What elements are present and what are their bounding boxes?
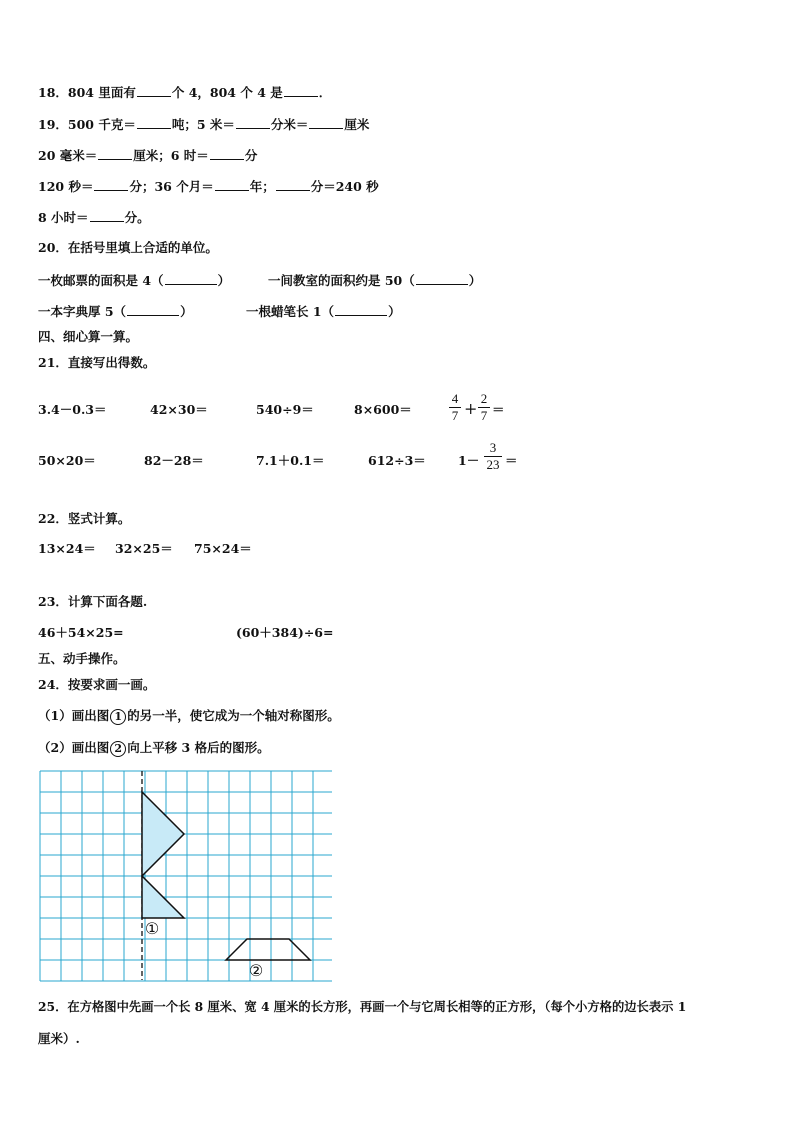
question-24-title: 24．按要求画一画。: [38, 677, 156, 692]
q20-item-dictionary: [38, 303, 193, 320]
figure-label-1: ①: [144, 919, 160, 938]
q20-text: ）: [388, 304, 401, 319]
answer-blank[interactable]: [210, 147, 244, 160]
q22-expr: 75×24＝: [194, 541, 252, 556]
q18-text-1: 18．804 里面有: [38, 85, 136, 100]
answer-blank[interactable]: [309, 116, 343, 129]
q20-text: ）: [180, 304, 193, 319]
q19-text: 厘米: [344, 117, 370, 132]
q20-text: 一间教室的面积约是 50（: [268, 273, 415, 288]
q21-expr: 42×30＝: [150, 402, 208, 417]
denominator: 7: [480, 408, 488, 423]
q18-text-2: 个 4，804 个 4 是: [171, 85, 283, 100]
q21-expr: 8×600＝: [354, 402, 412, 417]
numerator: 2: [480, 391, 488, 406]
q19-text: 20 毫米＝: [38, 148, 98, 163]
answer-blank[interactable]: [127, 303, 179, 316]
q20-text: ）: [217, 273, 231, 288]
figure-label-2: ②: [248, 961, 264, 980]
q24-part-2: [38, 740, 270, 757]
q22-expr: 32×25＝: [115, 541, 173, 556]
q20-text: ）: [468, 273, 482, 288]
q21-fraction: [478, 392, 490, 423]
circled-number-1: 1: [110, 709, 126, 725]
q19-text: 分。: [124, 210, 150, 225]
q24-text: 向上平移 3 格后的图形。: [127, 740, 270, 755]
q20-item-stamp: [38, 272, 230, 289]
q19-text: 分米＝: [270, 117, 309, 132]
q24-text: （2）画出图: [38, 740, 110, 755]
section-4-heading: 四、细心算一算。: [38, 329, 139, 344]
q23-expr: (60＋384)÷6=: [236, 625, 334, 640]
q19-text: 120 秒＝: [38, 179, 94, 194]
question-19-line-1: [38, 116, 369, 133]
q22-expr: 13×24＝: [38, 541, 96, 556]
answer-blank[interactable]: [137, 84, 171, 97]
question-20-title: 20．在括号里填上合适的单位。: [38, 240, 218, 255]
circled-number-2: 2: [110, 741, 126, 757]
answer-blank[interactable]: [215, 178, 249, 191]
q20-text: 一本字典厚 5（: [38, 304, 127, 319]
equals-sign: ＝: [492, 402, 505, 417]
q21-expr-prefix: 1－: [458, 453, 480, 468]
q19-text: 19．500 千克＝: [38, 117, 136, 132]
q19-text: 吨；5 米＝: [171, 117, 235, 132]
q19-text: 厘米；6 时＝: [133, 148, 209, 163]
q21-expr: 7.1＋0.1＝: [256, 453, 325, 468]
q24-text: （1）画出图: [38, 708, 110, 723]
answer-blank[interactable]: [165, 272, 217, 285]
q18-text-3: ．: [318, 85, 332, 100]
q21-expr: 3.4－0.3＝: [38, 402, 107, 417]
numerator: 3: [489, 440, 497, 455]
q19-text: 年；: [249, 179, 275, 194]
q20-text: 一枚邮票的面积是 4（: [38, 273, 164, 288]
q21-expr: 50×20＝: [38, 453, 96, 468]
question-18: [38, 84, 331, 101]
q24-text: 的另一半，使它成为一个轴对称图形。: [127, 708, 340, 723]
question-25-line-1: 25．在方格图中先画一个长 8 厘米、宽 4 厘米的长方形，再画一个与它周长相等的正方形，（每个小方格的边长表示 1: [38, 999, 687, 1014]
plus-sign: +: [464, 399, 478, 418]
shape-2-trapezoid: [226, 939, 310, 960]
answer-blank[interactable]: [284, 84, 318, 97]
answer-blank[interactable]: [98, 147, 132, 160]
question-22-title: 22．竖式计算。: [38, 511, 131, 526]
section-5-heading: 五、动手操作。: [38, 651, 126, 666]
answer-blank[interactable]: [90, 209, 124, 222]
q19-text: 分＝240 秒: [310, 179, 379, 194]
q21-expr: 612÷3＝: [368, 453, 426, 468]
answer-blank[interactable]: [335, 303, 387, 316]
q19-text: 8 小时＝: [38, 210, 89, 225]
q20-item-classroom: [268, 272, 481, 289]
equals-sign: ＝: [505, 453, 518, 468]
question-19-line-4: [38, 209, 150, 226]
answer-blank[interactable]: [276, 178, 310, 191]
q19-text: 分: [244, 148, 258, 163]
numerator: 4: [451, 391, 459, 406]
q24-part-1: [38, 708, 340, 725]
question-19-line-2: [38, 147, 257, 164]
question-19-line-3: [38, 178, 379, 195]
answer-blank[interactable]: [236, 116, 270, 129]
denominator: 7: [451, 408, 459, 423]
q21-fraction: [484, 441, 502, 472]
question-23-title: 23．计算下面各题.: [38, 594, 148, 609]
question-21-title: 21．直接写出得数。: [38, 355, 156, 370]
q20-item-crayon: [246, 303, 401, 320]
q19-text: 分；36 个月＝: [129, 179, 214, 194]
question-25-line-2: 厘米）.: [38, 1031, 80, 1046]
drawing-grid[interactable]: [38, 768, 332, 984]
answer-blank[interactable]: [137, 116, 171, 129]
answer-blank[interactable]: [416, 272, 468, 285]
q20-text: 一根蜡笔长 1（: [246, 304, 335, 319]
q21-expr: 540÷9＝: [256, 402, 314, 417]
answer-blank[interactable]: [94, 178, 128, 191]
q23-expr: 46＋54×25=: [38, 625, 124, 640]
q21-expr: 82－28＝: [144, 453, 204, 468]
denominator: 23: [486, 457, 500, 472]
grid-lines: [40, 771, 332, 981]
q21-fraction: [449, 392, 461, 423]
